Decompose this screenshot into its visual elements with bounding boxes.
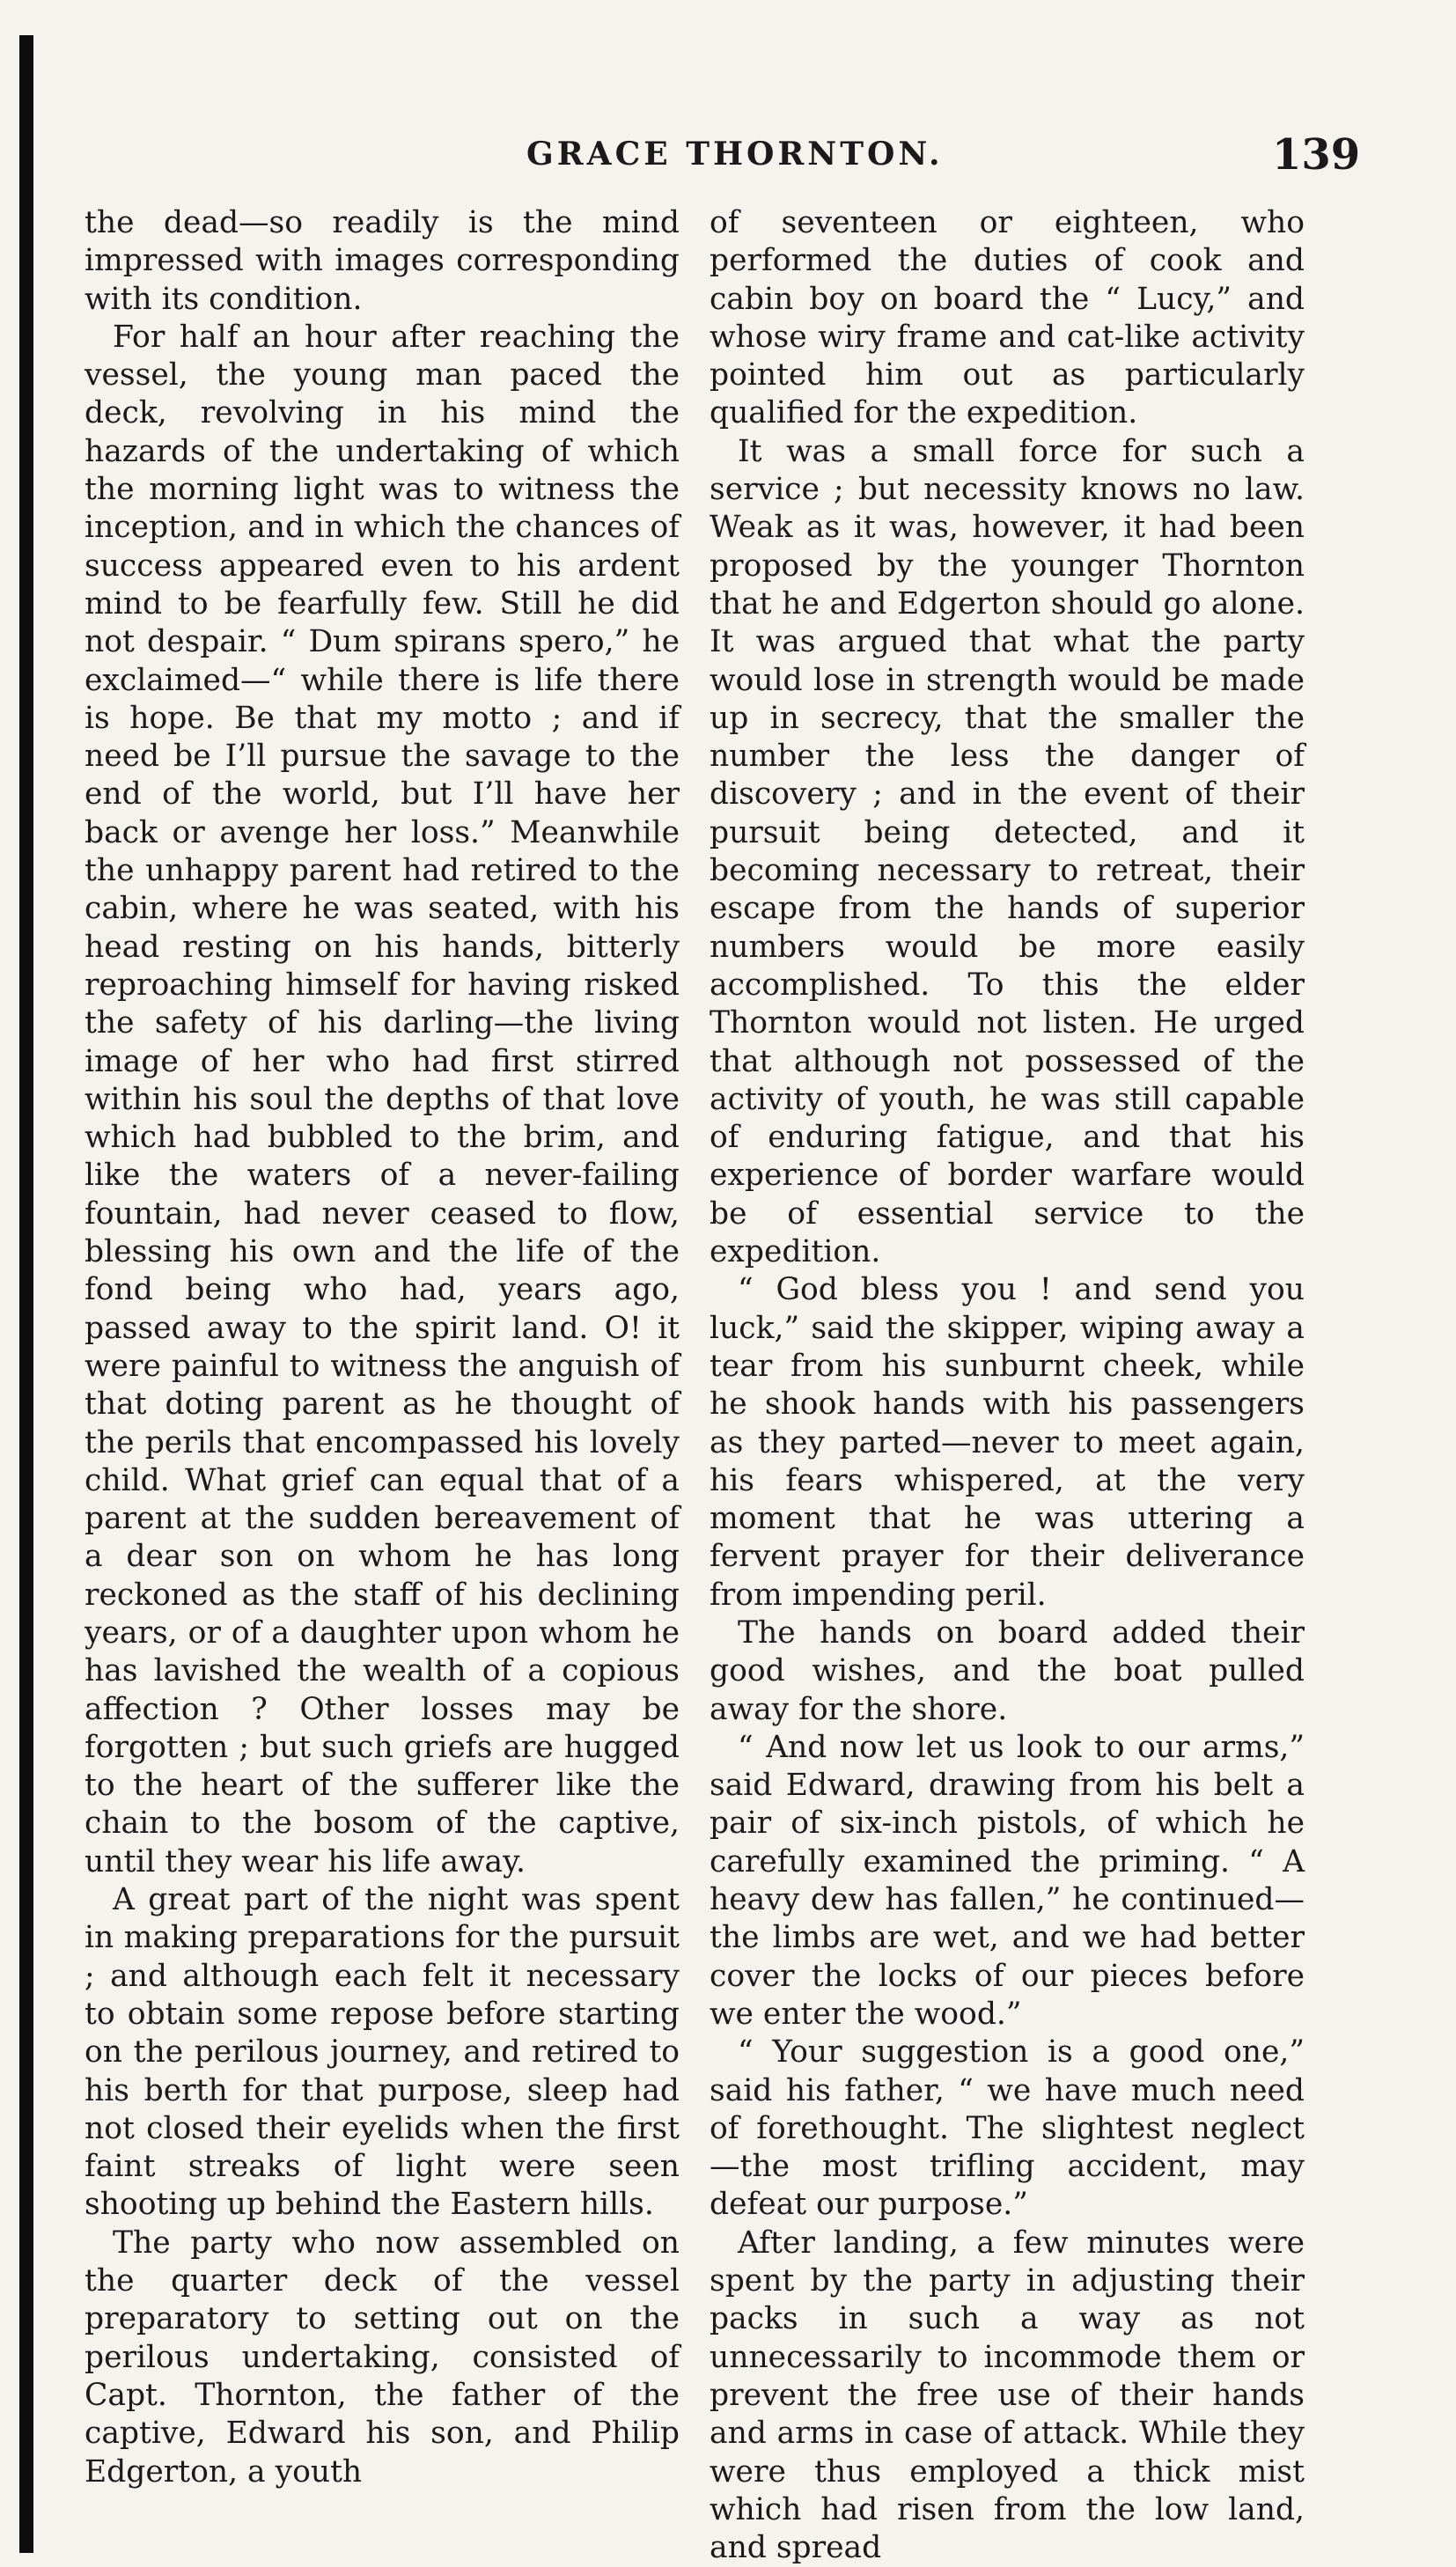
left-column bbox=[85, 204, 680, 2491]
paragraph: “ And now let us look to our arms,” said Edward, drawing from his belt a pair of six-inch pistols, of which he carefully examined the priming. “ A heavy dew has fallen,” he continued—the limbs are wet, and we had better cover the locks of our pieces before we enter the wood.” bbox=[710, 1729, 1305, 2032]
binding-edge bbox=[19, 35, 33, 2553]
running-title: GRACE THORNTON. bbox=[526, 136, 944, 173]
page-number: 139 bbox=[1272, 130, 1361, 180]
paragraph: The hands on board added their good wishes, and the boat pulled away for the shore. bbox=[710, 1614, 1305, 1727]
paragraph: the dead—so readily is the mind impressed with images corresponding with its condition. bbox=[85, 205, 680, 317]
paragraph: For half an hour after reaching the vessel, the young man paced the deck, revolving in his mind the hazards of the undertaking of which the morning light was to witness the inception, and in which the chances of success appeared even to his ardent mind to be fearfully few. Still he did not despair. “ Dum spirans spero,” he exclaimed—“ while there is life there is hope. Be that my motto ; and if need be I’ll pursue the savage to the end of the world, but I’ll have her back or avenge her loss.” Meanwhile the unhappy parent had retired to the cabin, where he was seated, with his head resting on his hands, bitterly reproaching himself for having risked the safety of his darling—the living image of her who had first stirred within his soul the depths of that love which had bubbled to the brim, and like the waters of a never-failing fountain, had never ceased to flow, blessing his own and the life of the fond being who had, years ago, passed away to the spirit land. O! it were painful to witness the anguish of that doting parent as he thought of the perils that encompassed his lovely child. What grief can equal that of a parent at the sudden bereavement of a dear son on whom he has long reckoned as the staff of his declining years, or of a daughter upon whom he has lavished the wealth of a copious affection ? Other losses may be forgotten ; but such griefs are hugged to the heart of the sufferer like the chain to the bosom of the captive, until they wear his life away. bbox=[85, 319, 680, 1879]
paragraph: “ God bless you ! and send you luck,” said the skipper, wiping away a tear from his sunburnt cheek, while he shook hands with his passengers as they parted—never to meet again, his fears whispered, at the very moment that he was uttering a fervent prayer for their deliverance from impending peril. bbox=[710, 1272, 1305, 1613]
paragraph: The party who now assembled on the quarter deck of the vessel preparatory to setting out on the perilous undertaking, consisted of Capt. Thornton, the father of the captive, Edward his son, and Philip Edgerton, a youth bbox=[85, 2225, 680, 2490]
paragraph: of seventeen or eighteen, who performed the duties of cook and cabin boy on board the “ Lucy,” and whose wiry frame and cat-like activity pointed him out as particularly qualified for the expedition. bbox=[710, 205, 1305, 431]
paragraph: It was a small force for such a service ; but necessity knows no law. Weak as it was, however, it had been proposed by the younger Thornton that he and Edgerton should go alone. It was argued that what the party would lose in strength would be made up in secrecy, that the smaller the number the less the danger of discovery ; and in the event of their pursuit being detected, and it becoming necessary to retreat, their escape from the hands of superior numbers would be more easily accomplished. To this the elder Thornton would not listen. He urged that although not possessed of the activity of youth, he was still capable of enduring fatigue, and that his experience of border warfare would be of essential service to the expedition. bbox=[710, 433, 1305, 1270]
right-column bbox=[710, 204, 1305, 2567]
paragraph: After landing, a few minutes were spent by the party in adjusting their packs in such a way as not unnecessarily to incommode them or prevent the free use of their hands and arms in case of attack. While they were thus employed a thick mist which had risen from the low land, and spread bbox=[710, 2225, 1305, 2566]
paragraph: A great part of the night was spent in making preparations for the pursuit ; and although each felt it necessary to obtain some repose before starting on the perilous journey, and retired to his berth for that purpose, sleep had not closed their eyelids when the first faint streaks of light were seen shooting up behind the Eastern hills. bbox=[85, 1882, 680, 2223]
paragraph: “ Your suggestion is a good one,” said his father, “ we have much need of forethought. The slightest neglect —the most trifling accident, may defeat our purpose.” bbox=[710, 2034, 1305, 2223]
running-head bbox=[0, 130, 1456, 183]
